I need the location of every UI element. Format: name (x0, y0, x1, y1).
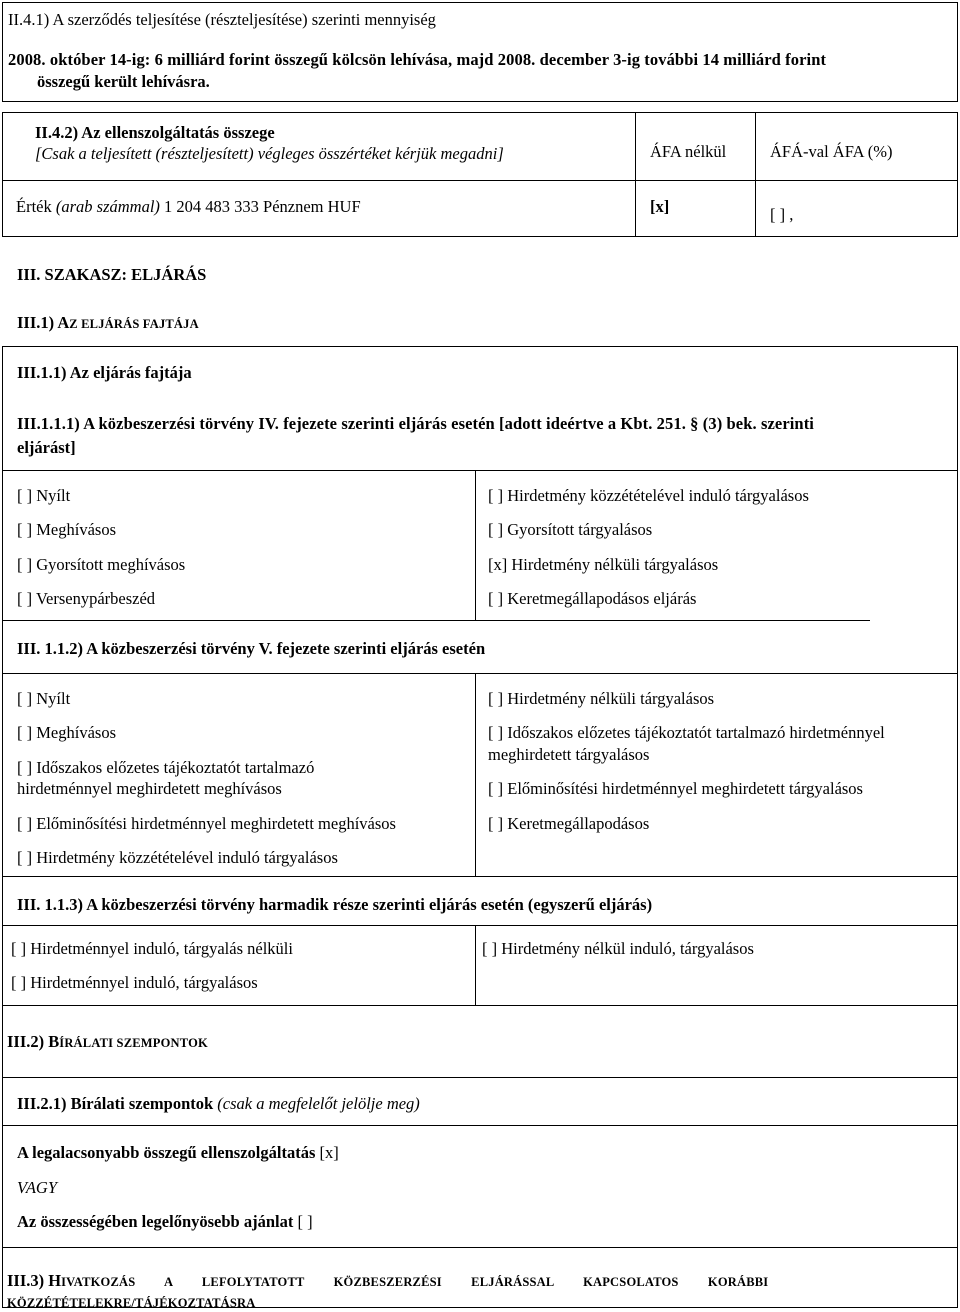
currency-label: Pénznem HUF (263, 197, 361, 216)
iv-option-competitive-dialogue: [ ] Versenypárbeszéd (17, 589, 156, 608)
iv-option-restricted: [ ] Meghívásos (17, 520, 116, 539)
section-33-heading-line1: III.3) HIVATKOZÁS A LEFOLYTATOTT KÖZBESZERZÉSI ELJÁRÁSSAL KAPCSOLATOS KORÁBBI (7, 1271, 769, 1290)
section-3111-heading-line2: eljárást] (17, 438, 76, 457)
v-grid-top (2, 673, 958, 674)
criteria-box-top (2, 1077, 958, 1078)
table-col-divider-2 (755, 112, 756, 237)
value-label: Érték (16, 197, 52, 216)
v-option-restricted: [ ] Meghívásos (17, 723, 116, 742)
simple-grid-divider (475, 925, 476, 1005)
criteria-box-bottom (2, 1247, 958, 1248)
iv-option-open: [ ] Nyílt (17, 486, 71, 505)
v-grid-bottom (2, 876, 958, 877)
value-hint: (arab számmal) (55, 197, 160, 216)
iv-grid-divider (475, 470, 476, 620)
v-grid-divider (475, 673, 476, 876)
criterion-lowest-price: A legalacsonyabb összegű ellenszolgáltatás [x] (17, 1143, 339, 1162)
section-3111-heading-line1: III.1.1.1) A közbeszerzési törvény IV. fejezete szerinti eljárás esetén [adott ideértve a Kbt. 251. § (3) bek. szerinti (17, 414, 814, 433)
iv-option-accelerated-restricted: [ ] Gyorsított meghívásos (17, 555, 186, 574)
iv-grid-bottom (2, 620, 870, 621)
section-31-heading: III.1) AZ ELJÁRÁS FAJTÁJA (17, 313, 199, 332)
simple-option-no-notice-negotiation: [ ] Hirdetmény nélkül induló, tárgyalásos (482, 939, 754, 958)
col-header-no-vat: ÁFA nélkül (650, 142, 727, 161)
simple-grid-bottom (2, 1005, 958, 1006)
simple-option-notice-no-negotiation: [ ] Hirdetménnyel induló, tárgyalás nélküli (11, 939, 293, 958)
v-option-periodic-negotiated-line2: meghirdetett tárgyalásos (488, 745, 650, 764)
v-option-negotiated-with-notice: [ ] Hirdetmény közzétételével induló tárgyalásos (17, 848, 338, 867)
section-241-text-line1: 2008. október 14-ig: 6 milliárd forint összegű kölcsön lehívása, majd 2008. december 3-ig további 14 milliárd forint (8, 50, 827, 69)
v-option-framework: [ ] Keretmegállapodásos (488, 814, 650, 833)
section-241-text-line2: összegű került lehívásra. (37, 72, 210, 91)
v-option-prequalification-restricted: [ ] Előminősítési hirdetménnyel meghirdetett meghívásos (17, 814, 396, 833)
iv-option-framework: [ ] Keretmegállapodásos eljárás (488, 589, 697, 608)
criteria-inner-divider (2, 1125, 958, 1126)
section-3-title: III. SZAKASZ: ELJÁRÁS (17, 265, 207, 284)
section-32-heading: III.2) BÍRÁLATI SZEMPONTOK (7, 1032, 208, 1051)
table-row-divider (2, 180, 958, 181)
section-311-heading: III.1.1) Az eljárás fajtája (17, 363, 192, 382)
v-option-periodic-restricted-line1: [ ] Időszakos előzetes tájékoztatót tartalmazó (17, 758, 315, 777)
v-option-open: [ ] Nyílt (17, 689, 71, 708)
v-option-negotiated-without-notice: [ ] Hirdetmény nélküli tárgyalásos (488, 689, 715, 708)
criterion-or: VAGY (17, 1178, 58, 1197)
value-row (16, 196, 361, 217)
no-vat-checkbox: [x] (650, 197, 670, 216)
criterion-most-advantageous: Az összességében legelőnyösebb ajánlat [ ] (17, 1212, 313, 1231)
section-3113-heading: III. 1.1.3) A közbeszerzési törvény harmadik része szerinti eljárás esetén (egyszerű eljárás) (17, 895, 653, 914)
iv-option-accelerated-negotiated: [ ] Gyorsított tárgyalásos (488, 520, 653, 539)
table-col-divider-1 (635, 112, 636, 237)
section-241-heading: II.4.1) A szerződés teljesítése (részteljesítése) szerinti mennyiség (8, 10, 436, 29)
section-242-heading: II.4.2) Az ellenszolgáltatás összege (35, 123, 275, 142)
simple-option-notice-negotiation: [ ] Hirdetménnyel induló, tárgyalásos (11, 973, 258, 992)
with-vat-checkbox: [ ] , (770, 205, 794, 224)
col-header-with-vat: ÁFÁ-val ÁFA (%) (770, 142, 893, 161)
iv-grid-top (2, 470, 958, 471)
value-amount: 1 204 483 333 (164, 197, 259, 216)
v-option-periodic-restricted-line2: hirdetménnyel meghirdetett meghívásos (17, 779, 282, 798)
iv-option-negotiated-without-notice: [x] Hirdetmény nélküli tárgyalásos (488, 555, 719, 574)
section-3112-heading: III. 1.1.2) A közbeszerzési törvény V. fejezete szerinti eljárás esetén (17, 639, 486, 658)
simple-grid-top (2, 925, 958, 926)
section-242-subheading: [Csak a teljesített (részteljesített) végleges összértéket kérjük megadni] (35, 144, 504, 163)
section-321-heading: III.2.1) Bírálati szempontok (csak a megfelelőt jelölje meg) (17, 1094, 420, 1113)
v-option-periodic-negotiated-line1: [ ] Időszakos előzetes tájékoztatót tartalmazó hirdetménnyel (488, 723, 885, 742)
v-option-prequalification-negotiated: [ ] Előminősítési hirdetménnyel meghirdetett tárgyalásos (488, 779, 863, 798)
iv-option-negotiated-with-notice: [ ] Hirdetmény közzétételével induló tárgyalásos (488, 486, 809, 505)
section-33-heading-line2: KÖZZÉTÉTELEKRE/TÁJÉKOZTATÁSRA (7, 1296, 256, 1310)
